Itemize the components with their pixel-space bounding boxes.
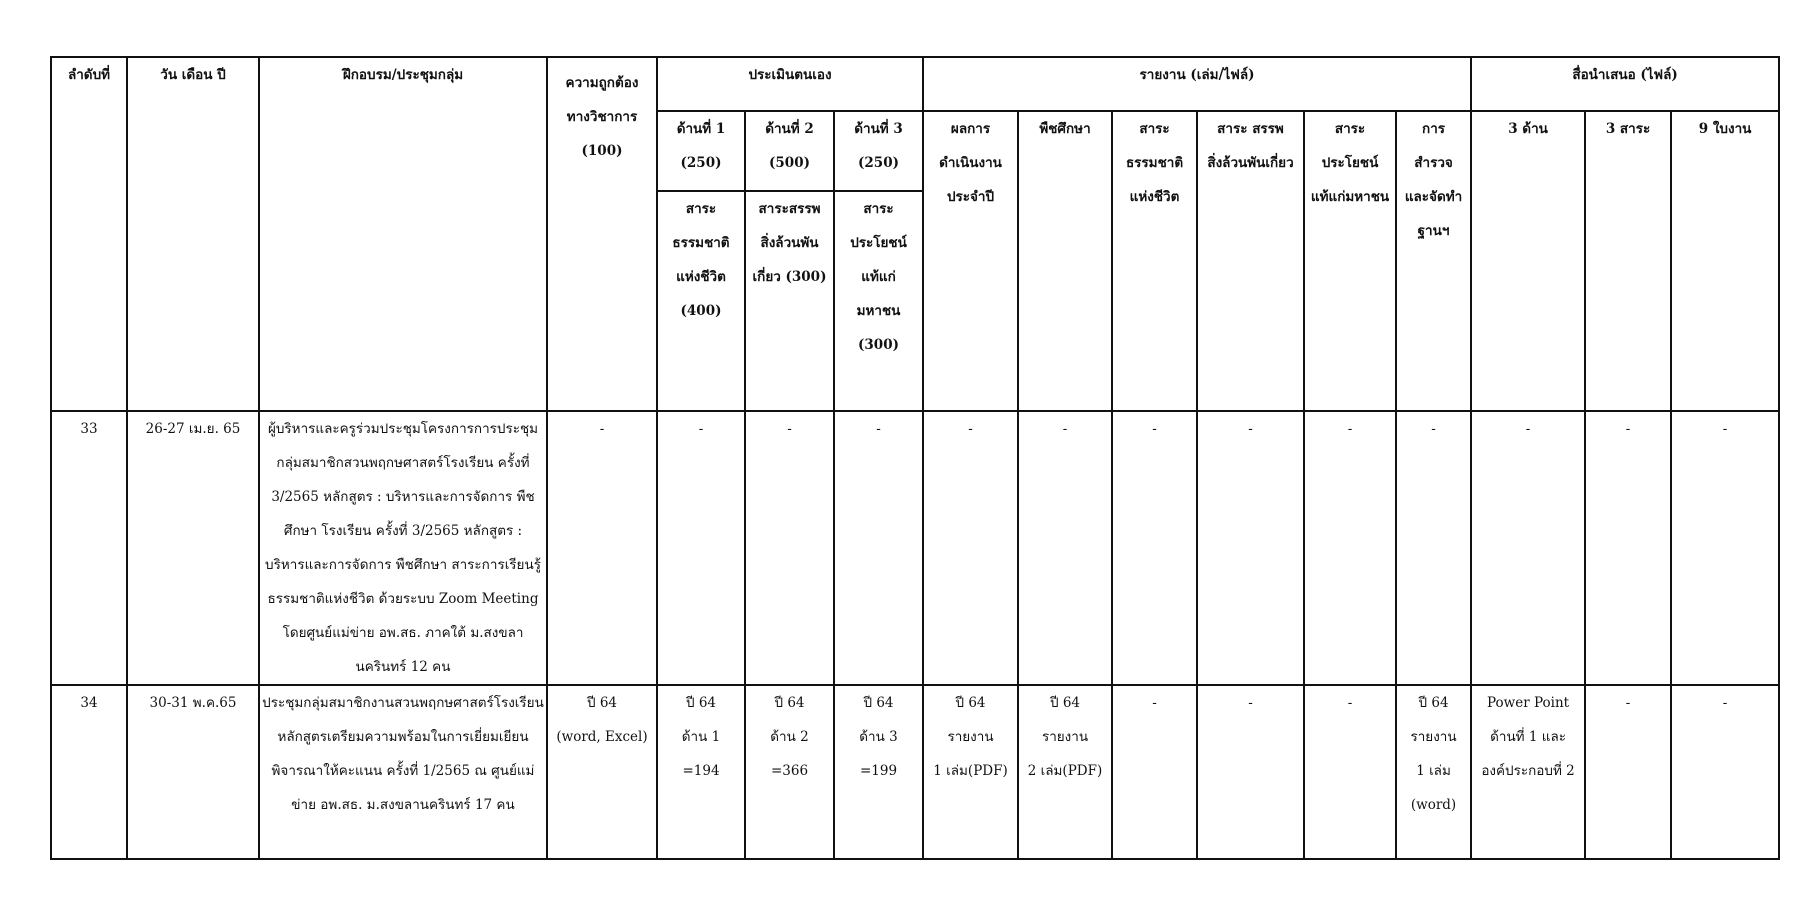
row-media-2: -: [1585, 685, 1671, 859]
header-self-assessment: ประเมินตนเอง: [657, 57, 923, 111]
row-self-2: -: [745, 411, 834, 685]
header-self-2-bottom: สาระสรรพ สิ่งล้วนพัน เกี่ยว (300): [745, 191, 834, 411]
row-accuracy: -: [547, 411, 657, 685]
table-row: [51, 685, 1779, 859]
row-report-6: -: [1396, 411, 1471, 685]
row-no: 33: [51, 411, 127, 685]
row-no: 34: [51, 685, 127, 859]
header-media-aspects: 3 ด้าน: [1471, 111, 1585, 411]
row-date: 30-31 พ.ค.65: [127, 685, 259, 859]
header-no: ลำดับที่: [51, 57, 127, 411]
row-report-4: -: [1197, 411, 1304, 685]
row-media-1: Power Point ด้านที่ 1 และ องค์ประกอบที่ 2: [1471, 685, 1585, 859]
header-accuracy: ความถูกต้อง ทางวิชาการ (100): [547, 57, 657, 411]
row-report-3: -: [1112, 411, 1197, 685]
row-self-2: ปี 64 ด้าน 2 =366: [745, 685, 834, 859]
row-self-1: -: [657, 411, 745, 685]
table-row: [51, 411, 1779, 685]
header-report-interconnected: สาระ สรรพ สิ่งล้วนพันเกี่ยว: [1197, 111, 1304, 411]
row-self-1: ปี 64 ด้าน 1 =194: [657, 685, 745, 859]
row-media-1: -: [1471, 411, 1585, 685]
header-media-worksheets: 9 ใบงาน: [1671, 111, 1779, 411]
row-description: ประชุมกลุ่มสมาชิกงานสวนพฤกษศาสตร์โรงเรียน หลักสูตรเตรียมความพร้อมในการเยี่ยมเยียนพิจารณาให้คะแนน ครั้งที่ 1/2565 ณ ศูนย์แม่ข่าย อพ.สธ. ม.สงขลานครินทร์ 17 คน: [259, 685, 547, 859]
row-media-3: -: [1671, 685, 1779, 859]
header-report-plant-study: พืชศึกษา: [1018, 111, 1112, 411]
row-accuracy: ปี 64 (word, Excel): [547, 685, 657, 859]
training-table: [50, 56, 1780, 860]
row-report-2: ปี 64 รายงาน 2 เล่ม(PDF): [1018, 685, 1112, 859]
header-self-1-bottom: สาระ ธรรมชาติ แห่งชีวิต (400): [657, 191, 745, 411]
row-report-4: -: [1197, 685, 1304, 859]
header-self-1-top: ด้านที่ 1 (250): [657, 111, 745, 191]
header-date: วัน เดือน ปี: [127, 57, 259, 411]
row-report-6: ปี 64 รายงาน 1 เล่ม (word): [1396, 685, 1471, 859]
row-report-1: ปี 64 รายงาน 1 เล่ม(PDF): [923, 685, 1018, 859]
row-media-2: -: [1585, 411, 1671, 685]
header-self-2-top: ด้านที่ 2 (500): [745, 111, 834, 191]
header-report-nature: สาระ ธรรมชาติ แห่งชีวิต: [1112, 111, 1197, 411]
row-self-3: -: [834, 411, 923, 685]
row-media-3: -: [1671, 411, 1779, 685]
row-report-2: -: [1018, 411, 1112, 685]
row-self-3: ปี 64 ด้าน 3 =199: [834, 685, 923, 859]
header-report: รายงาน (เล่ม/ไฟล์): [923, 57, 1471, 111]
row-report-3: -: [1112, 685, 1197, 859]
header-row-1: [51, 57, 1779, 111]
header-media: สื่อนำเสนอ (ไฟล์): [1471, 57, 1779, 111]
header-self-3-bottom: สาระ ประโยชน์ แท้แก่ มหาชน (300): [834, 191, 923, 411]
header-report-survey: การ สำรวจ และจัดทำ ฐานฯ: [1396, 111, 1471, 411]
header-report-public-benefit: สาระ ประโยชน์ แท้แก่มหาชน: [1304, 111, 1396, 411]
row-date: 26-27 เม.ย. 65: [127, 411, 259, 685]
row-report-5: -: [1304, 685, 1396, 859]
header-training: ฝึกอบรม/ประชุมกลุ่ม: [259, 57, 547, 411]
row-report-1: -: [923, 411, 1018, 685]
row-description: ผู้บริหารและครูร่วมประชุมโครงการการประชุมกลุ่มสมาชิกสวนพฤกษศาสตร์โรงเรียน ครั้งที่ 3/2565 หลักสูตร : บริหารและการจัดการ พืชศึกษา โรงเรียน ครั้งที่ 3/2565 หลักสูตร : บริหารและการจัดการ พืชศึกษา สาระการเรียนรู้ธรรมชาติแห่งชีวิต ด้วยระบบ Zoom Meeting โดยศูนย์แม่ข่าย อพ.สธ. ภาคใต้ ม.สงขลานครินทร์ 12 คน: [259, 411, 547, 685]
header-media-subjects: 3 สาระ: [1585, 111, 1671, 411]
row-report-5: -: [1304, 411, 1396, 685]
header-self-3-top: ด้านที่ 3 (250): [834, 111, 923, 191]
header-report-annual: ผลการ ดำเนินงาน ประจำปี: [923, 111, 1018, 411]
